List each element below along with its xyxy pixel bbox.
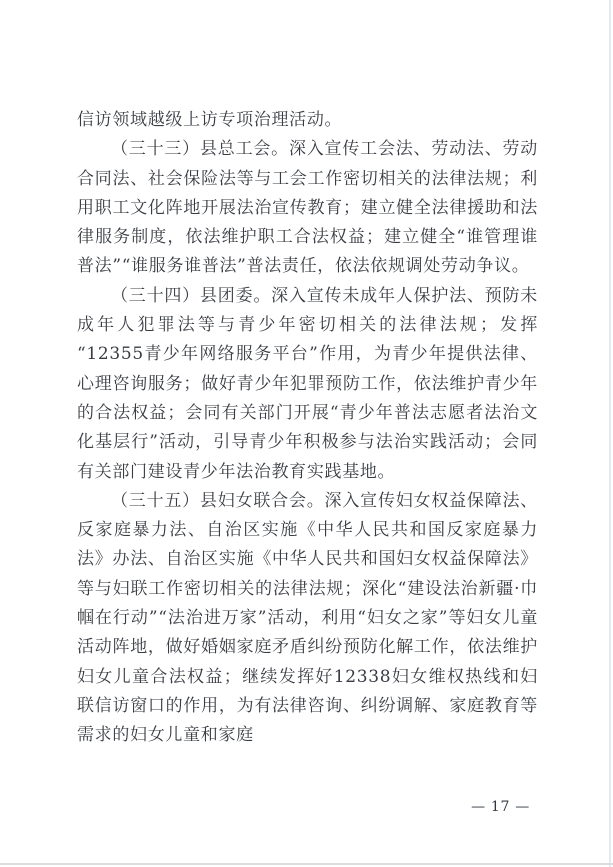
- paragraph-item-33: （三十三）县总工会。深入宣传工会法、劳动法、劳动合同法、社会保险法等与工会工作密切相关的法律法规；利用职工文化阵地开展法治宣传教育；建立健全法律援助和法律服务制度，依法维护职工合法权益；建立健全“谁管理谁普法”“谁服务谁普法”普法责任，依法依规调处劳动争议。: [77, 139, 538, 277]
- page-number: — 17 —: [471, 799, 530, 815]
- paragraph-item-34: （三十四）县团委。深入宣传未成年人保护法、预防未成年人犯罪法等与青少年密切相关的法律法规；发挥“12355青少年网络服务平台”作用，为青少年提供法律、心理咨询服务；做好青少年犯罪预防工作，依法维护青少年的合法权益；会同有关部门开展“青少年普法志愿者法治文化基层行”活动，引导青少年积极参与法治实践活动；会同有关部门建设青少年法治教育实践基地。: [77, 285, 538, 482]
- paragraph-item-35: （三十五）县妇女联合会。深入宣传妇女权益保障法、反家庭暴力法、自治区实施《中华人民共和国反家庭暴力法》办法、自治区实施《中华人民共和国妇女权益保障法》等与妇联工作密切相关的法律法规；深化“建设法治新疆·巾帼在行动”“法治进万家”活动，利用“妇女之家”等妇女儿童活动阵地，做好婚姻家庭矛盾纠纷预防化解工作，依法维护妇女儿童合法权益；继续发挥好12338妇女维权热线和妇联信访窗口的作用，为有法律咨询、纠纷调解、家庭教育等需求的妇女儿童和家庭: [77, 490, 538, 746]
- scan-edge-right: [609, 0, 611, 867]
- scan-edge-bottom: [0, 863, 613, 865]
- paragraph-carryover: 信访领域越级上访专项治理活动。: [77, 110, 343, 130]
- page-footer: [77, 798, 530, 816]
- document-body: [77, 106, 538, 751]
